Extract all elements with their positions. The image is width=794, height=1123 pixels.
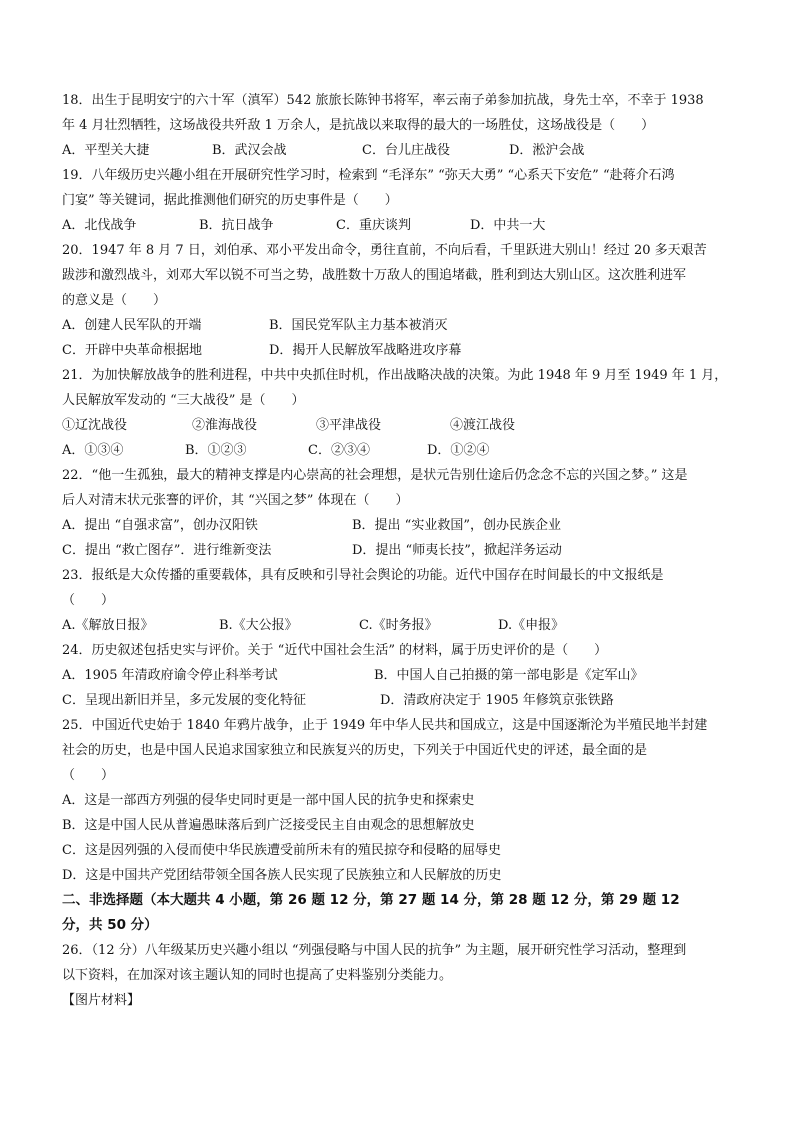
- option-b: B．这是中国人民从普遍愚昧落后到广泛接受民主自由观念的思想解放史: [62, 818, 475, 833]
- option-d: D．揭开人民解放军战略进攻序幕: [269, 343, 462, 358]
- option-d: D．中共一大: [470, 218, 546, 233]
- question-18: [62, 88, 742, 163]
- option-b: B.《大公报》: [219, 618, 298, 633]
- option-c: C．台儿庄战役: [362, 143, 450, 158]
- question-stem-line: 年 4 月壮烈牺牲，这场战役共歼敌 1 万余人，是抗战以来取得的最大的一场胜仗，这场战役是（ ）: [62, 118, 655, 133]
- question-stem-line: （ ）: [62, 768, 115, 783]
- question-19: [62, 163, 742, 238]
- question-stem-line: （ ）: [62, 593, 115, 608]
- option-c: C.《时务报》: [359, 618, 438, 633]
- option-row: [62, 213, 742, 238]
- option-a: A．提出 “自强求富”，创办汉阳铁: [62, 518, 258, 533]
- exam-page: [62, 88, 742, 1013]
- option-row: [62, 663, 742, 688]
- question-stem-line: 以下资料，在加深对该主题认知的同时也提高了史料鉴别分类能力。: [62, 968, 453, 983]
- question-stem-line: 18．出生于昆明安宁的六十军（滇军）542 旅旅长陈钟书将军，率云南子弟参加抗战，身先士卒，不幸于 1938: [62, 93, 704, 108]
- option-b: B．提出 “实业救国”，创办民族企业: [352, 518, 561, 533]
- option-b: B．抗日战争: [199, 218, 274, 233]
- question-25: [62, 713, 742, 888]
- option-a: A．①③④: [62, 443, 124, 458]
- option-row: [62, 688, 742, 713]
- question-21: [62, 363, 742, 463]
- option-a: A．创建人民军队的开端: [62, 318, 202, 333]
- question-26: [62, 938, 742, 1013]
- option-b: B．国民党军队主力基本被消灭: [269, 318, 448, 333]
- option-a: A．1905 年清政府谕令停止科举考试: [62, 668, 278, 683]
- question-stem-line: 19．八年级历史兴趣小组在开展研究性学习时，检索到 “毛泽东” “弥天大勇” “心系天下安危” “赴蒋介石鸿: [62, 168, 675, 183]
- question-stem-line: 人民解放军发动的 “三大战役” 是（ ）: [62, 393, 305, 408]
- question-stem-line: 社会的历史，也是中国人民追求国家独立和民族复兴的历史，下列关于中国近代史的评述，最全面的是: [62, 743, 648, 758]
- option-row: [62, 138, 742, 163]
- option-row: [62, 313, 742, 338]
- option-d: D．①②④: [427, 443, 490, 458]
- question-stem-line: 23．报纸是大众传播的重要载体，具有反映和引导社会舆论的功能。近代中国存在时间最长的中文报纸是: [62, 568, 664, 583]
- question-stem-line: 20．1947 年 8 月 7 日，刘伯承、邓小平发出命令，勇往直前，不向后看，千里跃进大别山！经过 20 多天艰苦: [62, 243, 707, 258]
- option-c: C．开辟中央革命根据地: [62, 343, 202, 358]
- option-a: A．这是一部西方列强的侵华史同时更是一部中国人民的抗争史和探索史: [62, 793, 475, 808]
- section-heading: [62, 888, 742, 938]
- option-row: [62, 513, 742, 538]
- option-c: C．重庆谈判: [336, 218, 411, 233]
- option-d: D.《申报》: [498, 618, 565, 633]
- item-row: [62, 413, 742, 438]
- option-d: D．提出 “师夷长技”，掀起洋务运动: [352, 543, 562, 558]
- option-b: B．中国人自己拍摄的第一部电影是《定军山》: [374, 668, 644, 683]
- option-c: C．②③④: [308, 443, 370, 458]
- item-4: ④渡江战役: [450, 418, 516, 433]
- option-a: A．平型关大捷: [62, 143, 150, 158]
- question-stem-line: 跋涉和激烈战斗，刘邓大军以锐不可当之势，战胜数十万敌人的围追堵截，胜利到达大别山区。这次胜利进军: [62, 268, 687, 283]
- item-2: ②淮海战役: [192, 418, 258, 433]
- option-a: A.《解放日报》: [62, 618, 154, 633]
- question-24: [62, 638, 742, 713]
- option-row: [62, 613, 742, 638]
- item-1: ①辽沈战役: [62, 418, 128, 433]
- option-d: D．淞沪会战: [509, 143, 585, 158]
- question-stem-line: 21．为加快解放战争的胜利进程，中共中央抓住时机，作出战略决战的决策。为此 1948 年 9 月至 1949 年 1 月，: [62, 368, 728, 383]
- option-b: B．武汉会战: [212, 143, 287, 158]
- option-row: [62, 538, 742, 563]
- question-stem-line: 后人对清末状元张謇的评价，其 “兴国之梦” 体现在（ ）: [62, 493, 409, 508]
- option-d: D．清政府决定于 1905 年修筑京张铁路: [380, 693, 614, 708]
- question-stem-line: 的意义是（ ）: [62, 293, 167, 308]
- question-23: [62, 563, 742, 638]
- option-b: B．①②③: [185, 443, 247, 458]
- question-22: [62, 463, 742, 563]
- question-stem-line: 22．“他一生孤独，最大的精神支撑是内心崇高的社会理想，是状元告别仕途后仍念念不忘的兴国之梦。” 这是: [62, 468, 688, 483]
- question-stem-line: 24．历史叙述包括史实与评价。关于 “近代中国社会生活” 的材料，属于历史评价的是（ ）: [62, 643, 608, 658]
- option-d: D．这是中国共产党团结带领全国各族人民实现了民族独立和人民解放的历史: [62, 868, 502, 883]
- question-stem-line: 门宴” 等关键词，据此推测他们研究的历史事件是（ ）: [62, 193, 398, 208]
- question-stem-line: 26．（12 分）八年级某历史兴趣小组以 “列强侵略与中国人民的抗争” 为主题，展开研究性学习活动，整理到: [62, 943, 687, 958]
- section-heading-line: 分，共 50 分）: [62, 917, 158, 933]
- material-label: 【图片材料】: [62, 993, 141, 1008]
- section-heading-line: 二、非选择题（本大题共 4 小题，第 26 题 12 分，第 27 题 14 分，第 28 题 12 分，第 29 题 12: [62, 892, 680, 908]
- option-row: [62, 338, 742, 363]
- option-c: C．这是因列强的入侵而使中华民族遭受前所未有的殖民掠夺和侵略的屈辱史: [62, 843, 501, 858]
- item-3: ③平津战役: [316, 418, 382, 433]
- option-c: C．呈现出新旧并呈，多元发展的变化特征: [62, 693, 306, 708]
- option-row: [62, 438, 742, 463]
- question-stem-line: 25．中国近代史始于 1840 年鸦片战争，止于 1949 年中华人民共和国成立，这是中国逐渐沦为半殖民地半封建: [62, 718, 708, 733]
- option-c: C．提出 “救亡图存”．进行维新变法: [62, 543, 272, 558]
- option-a: A．北伐战争: [62, 218, 137, 233]
- question-20: [62, 238, 742, 363]
